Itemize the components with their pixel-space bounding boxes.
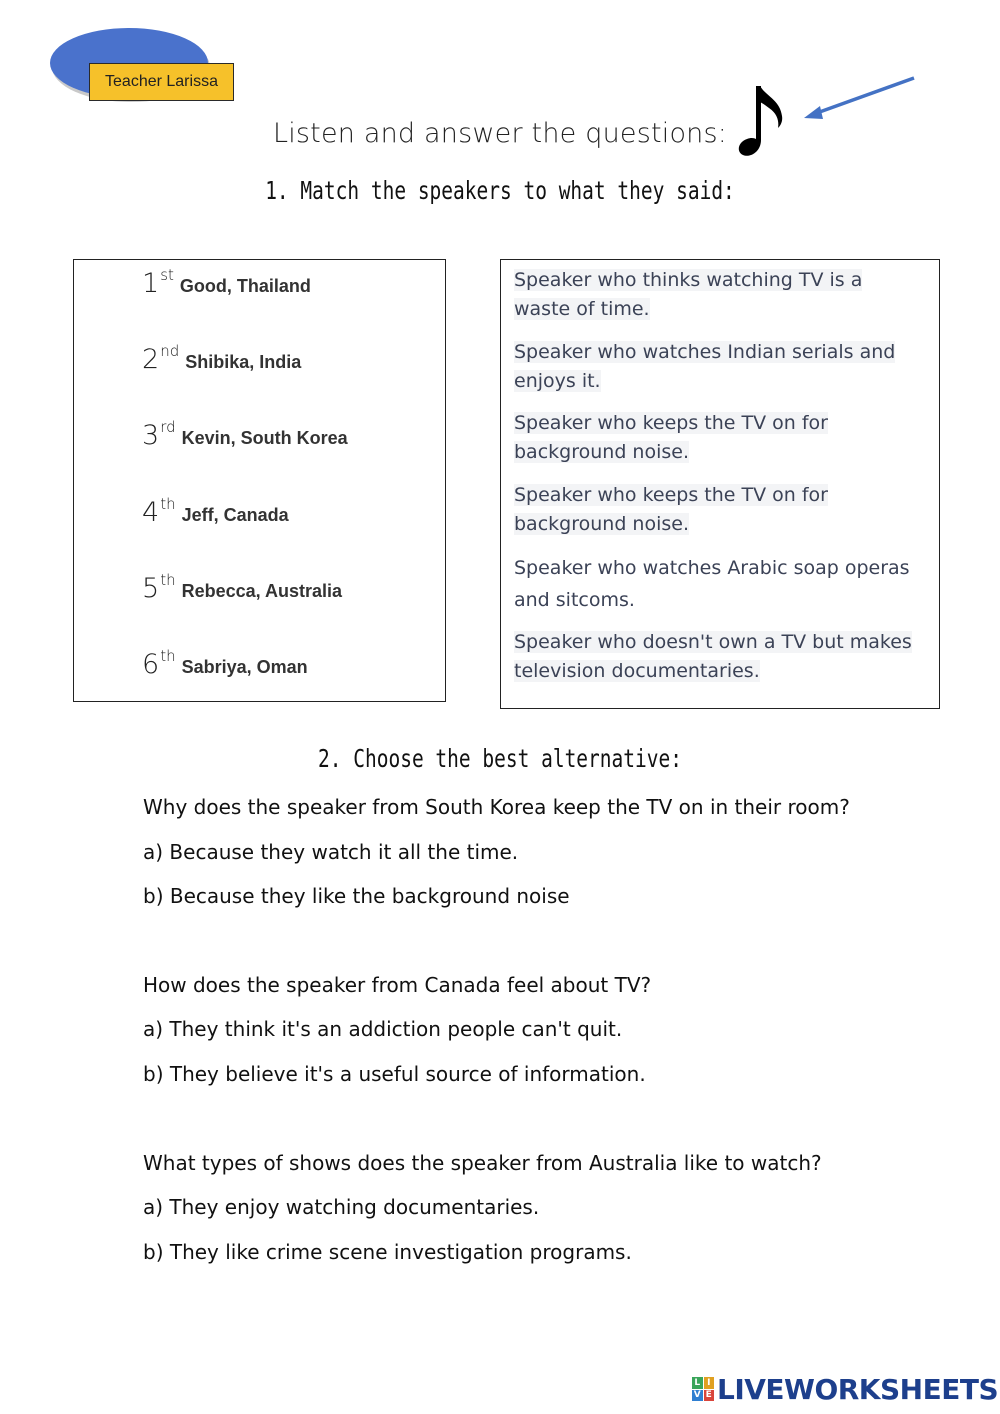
statement-item[interactable]: Speaker who thinks watching TV is a waste of time. xyxy=(514,269,863,320)
brand-grid-cell: E xyxy=(704,1390,715,1402)
speaker-item[interactable]: 5thRebecca, Australia xyxy=(142,571,342,604)
speaker-item[interactable]: 6thSabriya, Oman xyxy=(142,647,308,680)
section2-heading: 2. Choose the best alternative: xyxy=(318,744,682,773)
option-a[interactable]: a) They enjoy watching documentaries. xyxy=(143,1195,540,1219)
statement-item[interactable]: Speaker who keeps the TV on for background noise. xyxy=(514,484,828,535)
liveworksheets-logo xyxy=(692,1372,998,1406)
teacher-badge: Teacher Larissa xyxy=(89,63,234,101)
speakers-box xyxy=(73,259,446,702)
statement-item[interactable]: Speaker who watches Indian serials and enjoys it. xyxy=(514,341,896,392)
brand-grid-cell: L xyxy=(692,1377,703,1389)
option-b[interactable]: b) They believe it's a useful source of information. xyxy=(143,1062,646,1086)
music-note-icon[interactable] xyxy=(736,82,786,160)
brand-grid-icon xyxy=(692,1377,714,1401)
speaker-item[interactable]: 2ndShibika, India xyxy=(142,342,302,375)
arrow-icon xyxy=(798,72,920,122)
speaker-item[interactable]: 3rdKevin, South Korea xyxy=(142,418,348,451)
speaker-item[interactable]: 4thJeff, Canada xyxy=(142,495,289,528)
brand-name: LIVEWORKSHEETS xyxy=(717,1372,999,1406)
question-text: How does the speaker from Canada feel about TV? xyxy=(143,973,652,997)
option-b[interactable]: b) Because they like the background noise xyxy=(143,884,570,908)
option-a[interactable]: a) They think it's an addiction people can't quit. xyxy=(143,1017,623,1041)
question-text: Why does the speaker from South Korea keep the TV on in their room? xyxy=(143,795,850,819)
question-text: What types of shows does the speaker from Australia like to watch? xyxy=(143,1151,822,1175)
statement-item[interactable]: Speaker who keeps the TV on for background noise. xyxy=(514,412,828,463)
option-b[interactable]: b) They like crime scene investigation programs. xyxy=(143,1240,632,1264)
page-title: Listen and answer the questions: xyxy=(272,118,728,149)
statement-item[interactable]: Speaker who watches Arabic soap operas and sitcoms. xyxy=(514,557,910,611)
option-a[interactable]: a) Because they watch it all the time. xyxy=(143,840,519,864)
speaker-item[interactable]: 1stGood, Thailand xyxy=(142,266,311,299)
brand-grid-cell: V xyxy=(693,1390,701,1401)
brand-grid-cell: I xyxy=(704,1377,715,1389)
statement-item[interactable]: Speaker who doesn't own a TV but makes television documentaries. xyxy=(514,631,912,682)
section1-heading: 1. Match the speakers to what they said: xyxy=(265,176,735,205)
